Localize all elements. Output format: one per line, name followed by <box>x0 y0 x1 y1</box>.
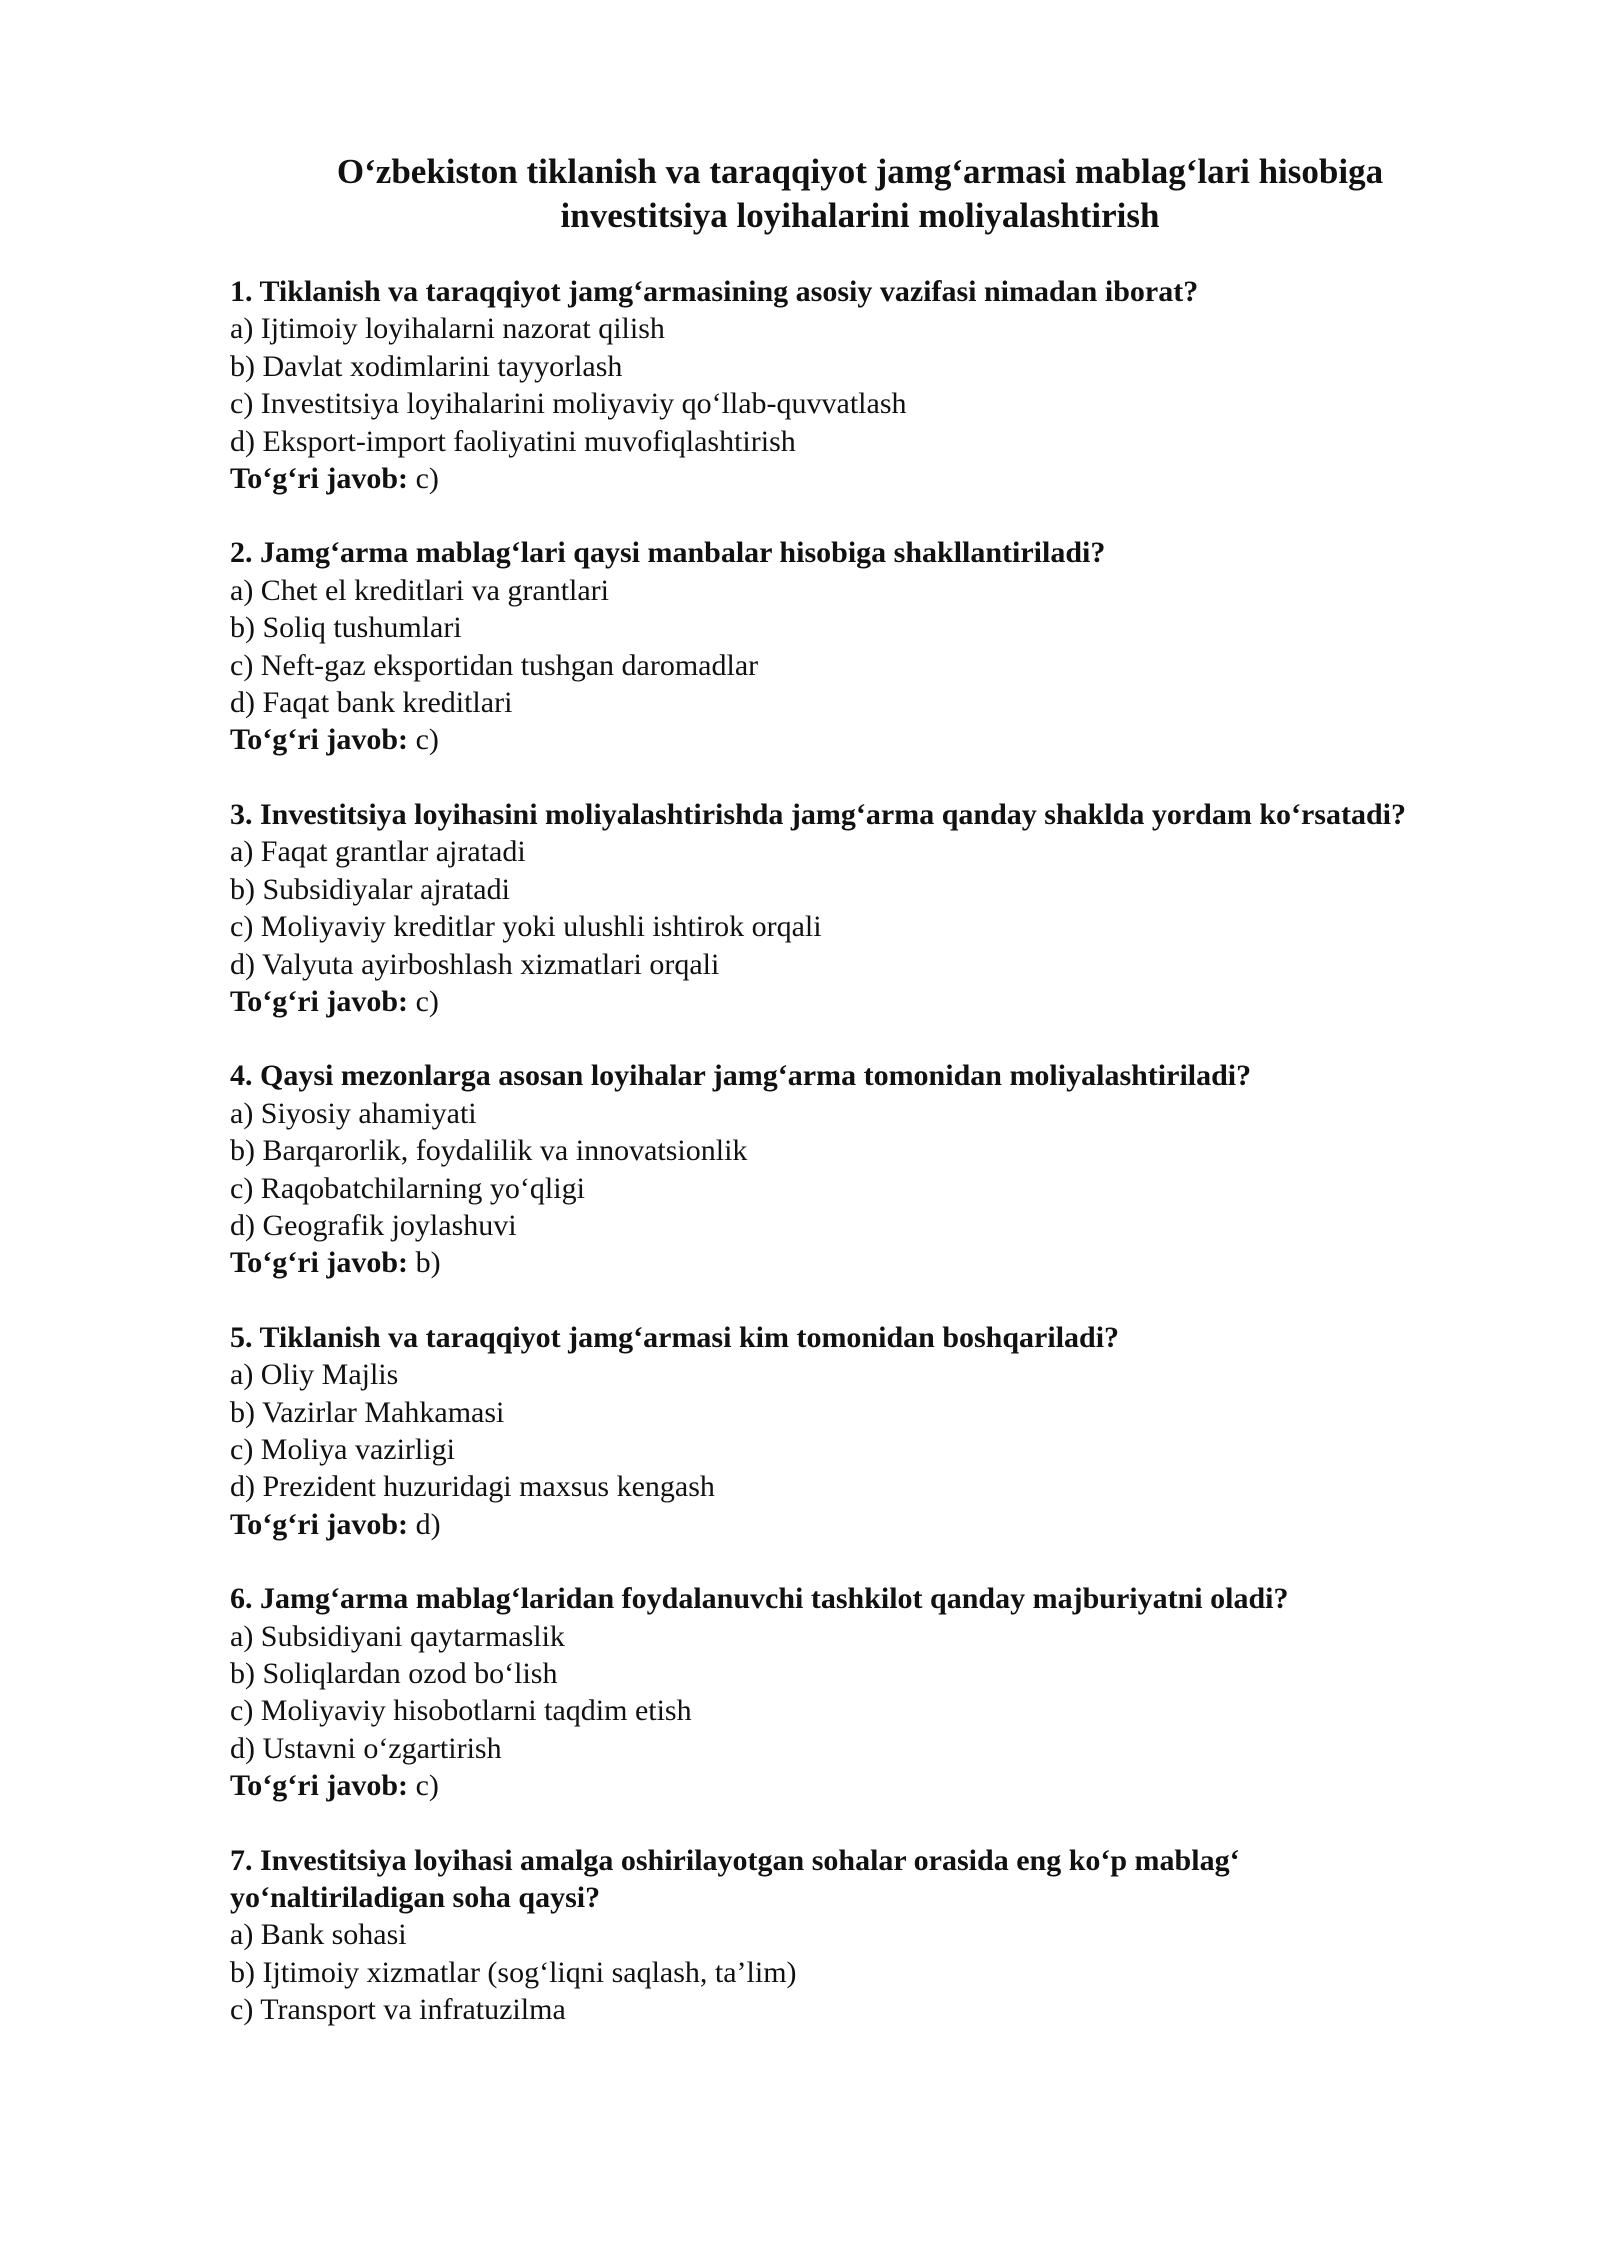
option-a: a) Chet el kreditlari va grantlari <box>230 573 609 607</box>
option-d: d) Valyuta ayirboshlash xizmatlari orqali <box>230 947 720 981</box>
option-b: b) Soliq tushumlari <box>230 611 462 645</box>
answer-label: To‘g‘ri javob: <box>230 984 409 1018</box>
option-c: c) Moliya vazirligi <box>230 1432 455 1466</box>
question-text: 7. Investitsiya loyihasi amalga oshirilayotgan sohalar orasida eng ko‘p mablag‘ yo‘naltiriladigan soha qaysi? <box>230 1843 1240 1915</box>
question-3 <box>230 796 1430 1020</box>
correct-answer <box>230 1767 1430 1804</box>
option-d: d) Ustavni o‘zgartirish <box>230 1731 502 1765</box>
answer-value: b) <box>415 1246 441 1280</box>
option-c: c) Transport va infratuzilma <box>230 1993 566 2027</box>
question-6 <box>230 1580 1430 1804</box>
option-c: c) Investitsiya loyihalarini moliyaviy qo‘llab-quvvatlash <box>230 387 907 421</box>
answer-value: c) <box>415 462 439 496</box>
question-text: 3. Investitsiya loyihasini moliyalashtirishda jamg‘arma qanday shaklda yordam ko‘rsatadi? <box>230 797 1406 831</box>
question-text: 1. Tiklanish va taraqqiyot jamg‘armasining asosiy vazifasi nimadan iborat? <box>230 275 1199 308</box>
option-a: a) Faqat grantlar ajratadi <box>230 835 526 869</box>
option-d: d) Prezident huzuridagi maxsus kengash <box>230 1470 715 1504</box>
answer-value: c) <box>415 1769 439 1803</box>
question-2 <box>230 534 1430 758</box>
option-c: c) Moliyaviy hisobotlarni taqdim etish <box>230 1694 692 1728</box>
question-text: 6. Jamg‘arma mablag‘laridan foydalanuvchi tashkilot qanday majburiyatni oladi? <box>230 1582 1289 1616</box>
option-d: d) Faqat bank kreditlari <box>230 686 513 720</box>
answer-label: To‘g‘ri javob: <box>230 1769 409 1803</box>
correct-answer <box>230 1506 1430 1543</box>
answer-value: c) <box>415 984 439 1018</box>
option-b: b) Soliqlardan ozod bo‘lish <box>230 1657 558 1690</box>
correct-answer <box>230 721 1430 758</box>
answer-value: c) <box>415 723 439 757</box>
option-d: d) Eksport-import faoliyatini muvofiqlashtirish <box>230 424 796 458</box>
question-7 <box>230 1842 1430 2029</box>
title-line-1: O‘zbekiston tiklanish va taraqqiyot jamg‘armasi mablag‘lari hisobiga <box>336 152 1384 191</box>
option-a: a) Bank sohasi <box>230 1918 407 1952</box>
title-line-2: investitsiya loyihalarini moliyalashtirish <box>560 196 1160 235</box>
correct-answer <box>230 460 1430 497</box>
question-1 <box>230 273 1430 497</box>
question-4 <box>230 1057 1430 1281</box>
question-list <box>230 273 1430 2066</box>
correct-answer <box>230 1244 1430 1281</box>
option-b: b) Vazirlar Mahkamasi <box>230 1395 505 1429</box>
answer-label: To‘g‘ri javob: <box>230 1507 409 1541</box>
option-c: c) Moliyaviy kreditlar yoki ulushli ishtirok orqali <box>230 910 822 944</box>
option-b: b) Ijtimoiy xizmatlar (sog‘liqni saqlash, ta’lim) <box>230 1955 797 1989</box>
question-text: 2. Jamg‘arma mablag‘lari qaysi manbalar hisobiga shakllantiriladi? <box>230 536 1106 570</box>
option-c: c) Raqobatchilarning yo‘qligi <box>230 1171 585 1205</box>
document-title <box>180 150 1540 238</box>
answer-label: To‘g‘ri javob: <box>230 723 409 757</box>
correct-answer <box>230 983 1430 1020</box>
option-b: b) Subsidiyalar ajratadi <box>230 872 510 906</box>
option-a: a) Oliy Majlis <box>230 1358 399 1392</box>
answer-label: To‘g‘ri javob: <box>230 1246 409 1280</box>
question-5 <box>230 1319 1430 1543</box>
question-text: 4. Qaysi mezonlarga asosan loyihalar jamg‘arma tomonidan moliyalashtiriladi? <box>230 1059 1252 1093</box>
option-b: b) Davlat xodimlarini tayyorlash <box>230 349 623 383</box>
option-a: a) Siyosiy ahamiyati <box>230 1096 477 1130</box>
question-text: 5. Tiklanish va taraqqiyot jamg‘armasi kim tomonidan boshqariladi? <box>230 1320 1120 1354</box>
answer-value: d) <box>415 1507 441 1541</box>
option-a: a) Ijtimoiy loyihalarni nazorat qilish <box>230 312 665 346</box>
answer-label: To‘g‘ri javob: <box>230 462 409 496</box>
option-d: d) Geografik joylashuvi <box>230 1208 517 1242</box>
option-c: c) Neft-gaz eksportidan tushgan daromadlar <box>230 648 759 682</box>
option-b: b) Barqarorlik, foydalilik va innovatsionlik <box>230 1134 748 1168</box>
option-a: a) Subsidiyani qaytarmaslik <box>230 1619 565 1653</box>
